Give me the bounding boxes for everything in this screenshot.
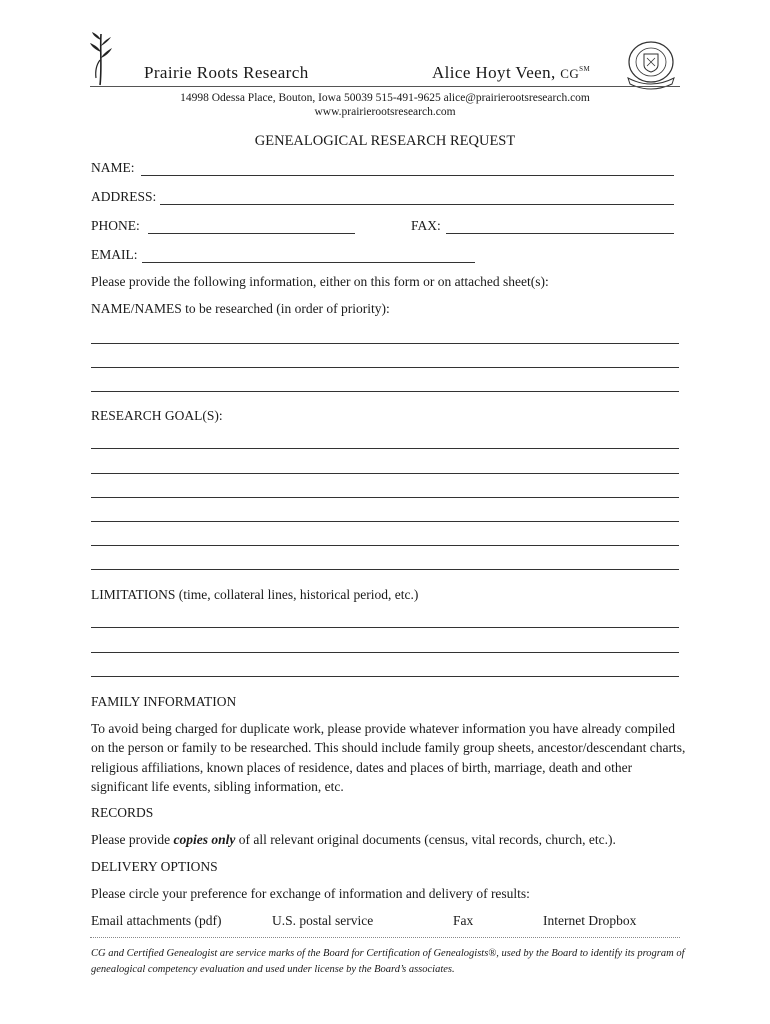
delivery-option-fax[interactable]: Fax: [453, 913, 474, 928]
fax-field[interactable]: [446, 233, 674, 234]
delivery-heading: DELIVERY OPTIONS: [91, 859, 218, 874]
intro-text: Please provide the following information, either on this form or on attached sheet(s):: [91, 274, 549, 289]
name-field[interactable]: [141, 175, 674, 176]
contact-line: 14998 Odessa Place, Bouton, Iowa 50039 515-491-9625 alice@prairierootsresearch.com: [180, 92, 590, 104]
footer-divider: [90, 937, 680, 938]
goals-label: RESEARCH GOAL(S):: [91, 408, 223, 423]
limitations-line[interactable]: [91, 676, 679, 677]
records-heading: RECORDS: [91, 805, 154, 820]
family-heading: FAMILY INFORMATION: [91, 694, 237, 709]
records-body: [91, 833, 616, 847]
goals-line[interactable]: [91, 473, 679, 474]
records-emphasis: copies only: [173, 832, 236, 847]
delivery-instruction: Please circle your preference for exchange of information and delivery of results:: [91, 886, 530, 901]
address-label: ADDRESS:: [91, 189, 157, 204]
name-label: NAME:: [91, 160, 135, 175]
email-label: EMAIL:: [91, 247, 138, 262]
records-body-start: Please provide: [91, 832, 174, 847]
header-divider: [90, 86, 680, 87]
goals-line[interactable]: [91, 497, 679, 498]
fax-label: FAX:: [411, 218, 441, 233]
names-line[interactable]: [91, 391, 679, 392]
names-line[interactable]: [91, 367, 679, 368]
names-line[interactable]: [91, 343, 679, 344]
limitations-line[interactable]: [91, 627, 679, 628]
org-name: Prairie Roots Research: [144, 63, 309, 82]
family-body: To avoid being charged for duplicate work, please provide whatever information you have already compiled on the person or family to be researched. This should include family group sheets, ancestor/descendant charts, religious affiliations, known places of residence, dates and places of birth, marriage, death and other significant life events, sibling information, etc.: [91, 721, 686, 794]
credential-mark: CG: [560, 66, 580, 81]
limitations-line[interactable]: [91, 652, 679, 653]
email-field[interactable]: [142, 262, 475, 263]
goals-line[interactable]: [91, 545, 679, 546]
phone-label: PHONE:: [91, 218, 140, 233]
goals-line[interactable]: [91, 448, 679, 449]
footer-note: CG and Certified Genealogist are service marks of the Board for Certification of Genealogists®, used by the Board to identify its program of genealogical competency evaluation and used under license by the Board’s associates.: [91, 948, 685, 975]
delivery-option-postal[interactable]: U.S. postal service: [272, 913, 374, 928]
wheat-stalk-icon: [86, 30, 116, 86]
limitations-label: LIMITATIONS (time, collateral lines, historical period, etc.): [91, 587, 419, 602]
service-mark: SM: [579, 65, 591, 73]
page-title: GENEALOGICAL RESEARCH REQUEST: [254, 133, 516, 149]
address-field[interactable]: [160, 204, 674, 205]
records-body-end: of all relevant original documents (census, vital records, church, etc.).: [235, 832, 616, 847]
certification-seal-icon: [622, 38, 680, 90]
phone-field[interactable]: [148, 233, 355, 234]
goals-line[interactable]: [91, 569, 679, 570]
goals-line[interactable]: [91, 521, 679, 522]
website: www.prairierootsresearch.com: [314, 106, 456, 118]
names-label: NAME/NAMES to be researched (in order of priority):: [91, 301, 390, 316]
person-name: [432, 64, 590, 81]
delivery-option-email[interactable]: Email attachments (pdf): [91, 913, 222, 928]
delivery-option-dropbox[interactable]: Internet Dropbox: [543, 913, 637, 928]
person-name-text: Alice Hoyt Veen,: [432, 63, 556, 82]
